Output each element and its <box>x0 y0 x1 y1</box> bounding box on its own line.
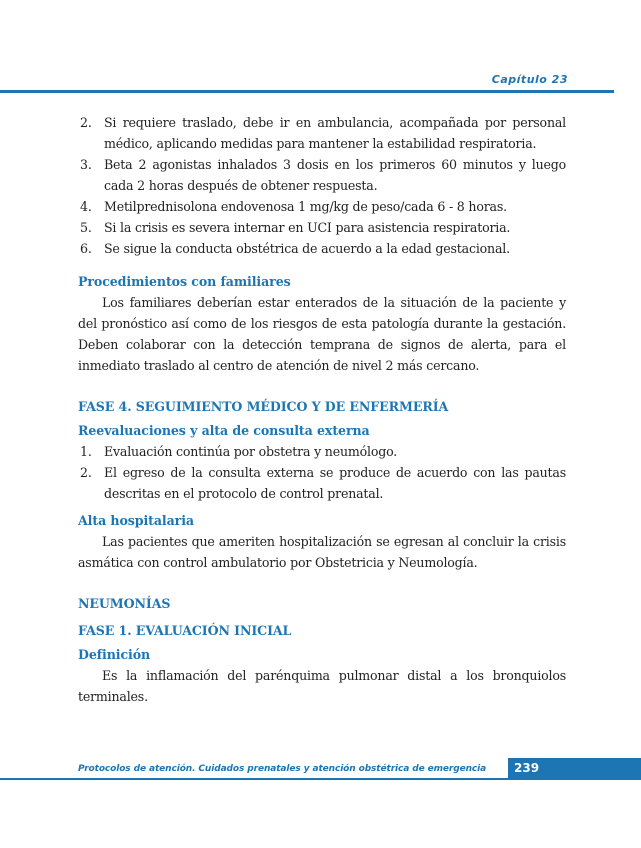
subheading-definicion: Definición <box>78 647 151 662</box>
list-item-number: 6. <box>80 241 92 256</box>
list-item <box>78 441 566 462</box>
list-item-number: 2. <box>80 465 92 480</box>
paragraph-alta: Las pacientes que ameriten hospitalización se egresan al concluir la crisis asmática con control ambulatorio por Obstetricia y Neumología. <box>78 534 566 570</box>
list-item-text: Beta 2 agonistas inhalados 3 dosis en los primeros 60 minutos y luego cada 2 horas después de obtener respuesta. <box>104 157 566 193</box>
paragraph-procedimientos: Los familiares deberían estar enterados de la situación de la paciente y del pronóstico así como de los riesgos de esta patología durante la gestación. Deben colaborar con la detección temprana de signos de alerta, para el inmediato traslado al centro de atención de nivel 2 más cercano. <box>78 295 566 373</box>
chapter-label: Capítulo 23 <box>491 73 568 86</box>
section-heading-fase1: FASE 1. EVALUACIÓN INICIAL <box>78 623 292 638</box>
list-item <box>78 462 566 504</box>
section-heading-alta: Alta hospitalaria <box>78 513 194 528</box>
list-item-text: Si la crisis es severa internar en UCI para asistencia respiratoria. <box>104 220 511 235</box>
list-item-text: Metilprednisolona endovenosa 1 mg/kg de peso/cada 6 - 8 horas. <box>104 199 507 214</box>
list-item-number: 4. <box>80 199 92 214</box>
list-item-text: Evaluación continúa por obstetra y neumólogo. <box>104 444 398 459</box>
section-heading-neumonias: NEUMONÍAS <box>78 596 171 611</box>
list-item-number: 1. <box>80 444 92 459</box>
section-heading-procedimientos: Procedimientos con familiares <box>78 274 291 289</box>
list-item <box>78 238 566 259</box>
list-item-number: 5. <box>80 220 92 235</box>
footer-title: Protocolos de atención. Cuidados prenatales y atención obstétrica de emergencia <box>78 764 487 774</box>
list-item <box>78 112 566 154</box>
list-item <box>78 217 566 238</box>
footer-rule <box>0 778 508 780</box>
header-rule <box>0 90 614 93</box>
list-item <box>78 196 566 217</box>
list-item <box>78 154 566 196</box>
list-item-number: 2. <box>80 115 92 130</box>
paragraph-definicion: Es la inflamación del parénquima pulmonar distal a los bronquiolos terminales. <box>78 668 566 704</box>
treatment-list <box>78 112 566 259</box>
list-item-text: El egreso de la consulta externa se produce de acuerdo con las pautas descritas en el protocolo de control prenatal. <box>104 465 566 501</box>
reevaluation-list <box>78 441 566 504</box>
subheading-reevaluaciones: Reevaluaciones y alta de consulta externa <box>78 423 370 438</box>
list-item-text: Si requiere traslado, debe ir en ambulancia, acompañada por personal médico, aplicando medidas para mantener la estabilidad respiratoria. <box>104 115 566 151</box>
list-item-text: Se sigue la conducta obstétrica de acuerdo a la edad gestacional. <box>104 241 510 256</box>
page-number-box <box>508 758 641 780</box>
page-content <box>78 112 566 707</box>
list-item-number: 3. <box>80 157 92 172</box>
page-number: 239 <box>514 761 540 775</box>
section-heading-fase4: FASE 4. SEGUIMIENTO MÉDICO Y DE ENFERMERÍA <box>78 399 449 414</box>
